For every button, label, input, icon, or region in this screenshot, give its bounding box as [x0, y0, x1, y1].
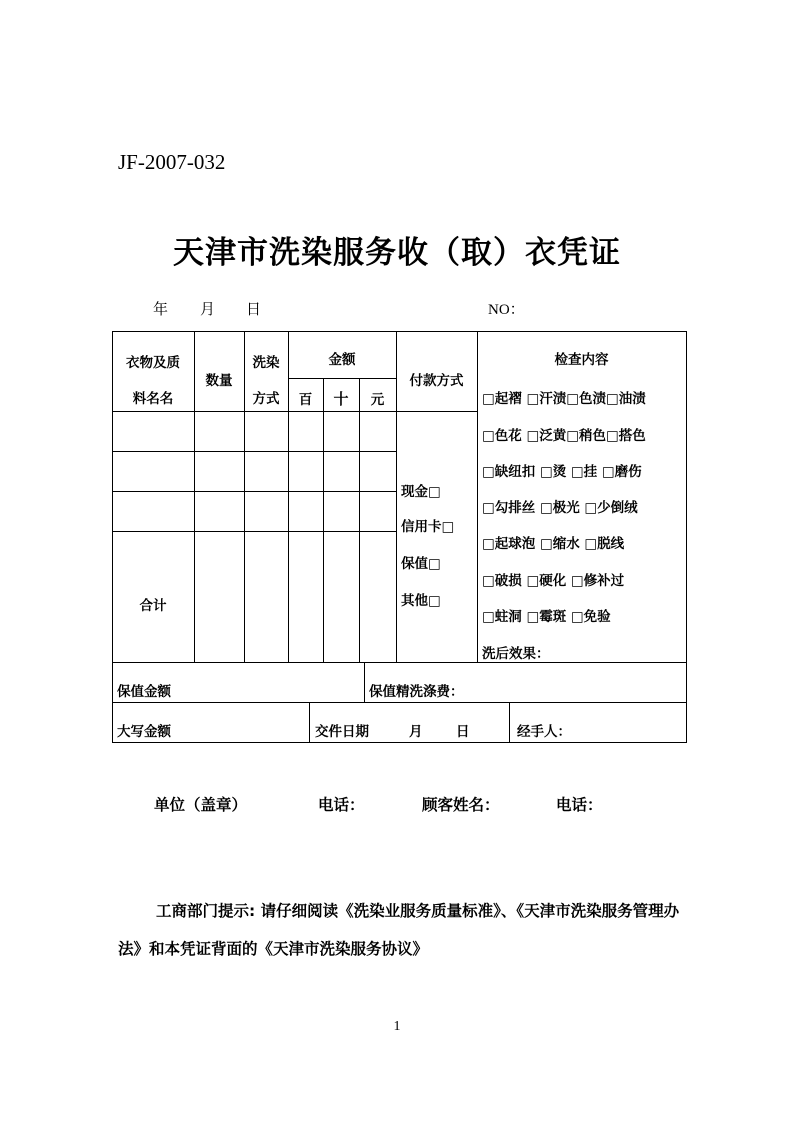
page-number: 1 [393, 1019, 401, 1034]
inspection-row-4: □勾排丝 □极光 □少倒绒 [482, 500, 638, 516]
inspection-row-7: □蛀洞 □霉斑 □免验 [482, 609, 611, 625]
handler-label: 经手人： [517, 724, 571, 740]
delivery-day-label: 日 [456, 724, 470, 740]
payment-option-insured[interactable]: 保值□ [401, 556, 441, 572]
header-amount-hundred: 百 [298, 392, 313, 408]
inspection-row-2: □色花 □泛黄□稍色□搭色 [482, 428, 646, 444]
inspection-row-6: □破损 □硬化 □修补过 [482, 573, 625, 589]
document-code: JF-2007-032 [118, 150, 226, 174]
customer-phone-label: 电话： [556, 796, 603, 814]
date-month-label: 月 [200, 302, 216, 318]
insured-amount-label: 保值金额 [117, 684, 171, 700]
notice-text: 工商部门提示: 请仔细阅读《洗染业服务质量标准》、《天津市洗染服务管理办法》和本凭证背面的《天津市洗染服务协议》 [118, 902, 680, 958]
header-quantity: 数量 [205, 373, 233, 389]
total-label: 合计 [139, 598, 167, 614]
inspection-row-3: □缺纽扣 □烫 □挂 □磨伤 [482, 464, 642, 480]
inspection-row-1: □起褶 □汗渍□色渍□油渍 [482, 391, 646, 407]
header-inspection: 检查内容 [554, 352, 609, 368]
uppercase-amount-label: 大写金额 [117, 724, 171, 740]
delivery-month-label: 月 [409, 724, 423, 740]
header-amount-yuan: 元 [370, 392, 385, 408]
payment-option-cash[interactable]: 现金□ [401, 484, 441, 500]
customer-name-label: 顾客姓名： [422, 796, 500, 814]
header-item-name-line1: 衣物及质 [126, 355, 180, 371]
header-wash-method-line2: 方式 [252, 391, 280, 407]
page-title: 天津市洗染服务收（取）衣凭证 [173, 235, 621, 271]
header-item-name-line2: 料名名 [132, 391, 174, 407]
header-payment-method: 付款方式 [409, 373, 464, 389]
inspection-row-5: □起球泡 □缩水 □脱线 [482, 536, 625, 552]
after-wash-result-label: 洗后效果： [482, 646, 550, 662]
receipt-number-label: NO： [488, 302, 525, 318]
date-year-label: 年 [153, 302, 169, 318]
delivery-date-label: 交件日期 [315, 724, 369, 740]
payment-option-other[interactable]: 其他□ [401, 593, 441, 609]
unit-phone-label: 电话： [318, 796, 365, 814]
date-day-label: 日 [246, 302, 262, 318]
header-amount: 金额 [328, 352, 356, 368]
unit-stamp-label: 单位（盖章） [154, 796, 248, 814]
header-amount-ten: 十 [333, 390, 349, 408]
header-wash-method-line1: 洗染 [252, 355, 280, 371]
insured-fee-label: 保值精洗涤费： [369, 684, 464, 700]
payment-option-credit-card[interactable]: 信用卡□ [401, 519, 455, 535]
